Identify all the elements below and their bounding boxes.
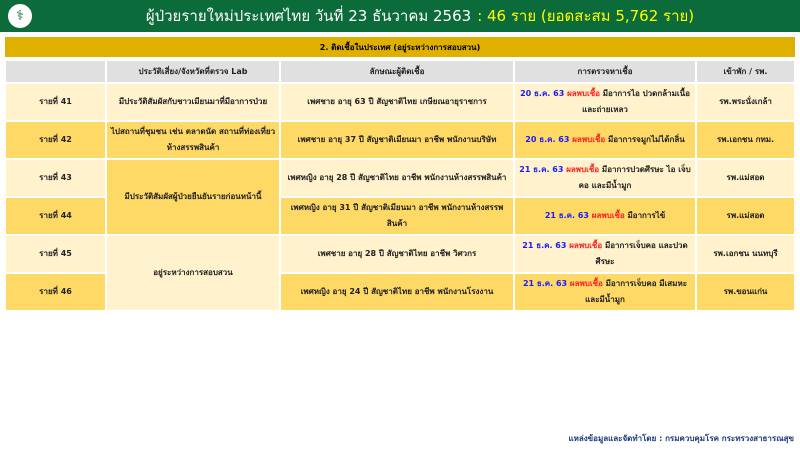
case-summary: : 46 ราย (ยอดสะสม 5,762 ราย) xyxy=(477,7,695,25)
hospital: รพ.เอกชน นนทบุรี xyxy=(697,236,794,272)
result-label: ผลพบเชื้อ xyxy=(572,135,606,144)
symptoms: มีอาการเจ็บคอ และปวดศีรษะ xyxy=(595,241,688,266)
test-date: 21 ธ.ค. 63 xyxy=(522,241,567,250)
page-title: ผู้ป่วยรายใหม่ประเทศไทย วันที่ 23 ธันวาคม 2563 xyxy=(145,7,472,25)
case-number: รายที่ 44 xyxy=(6,198,105,234)
result-label: ผลพบเชื้อ xyxy=(566,165,600,174)
patient-profile: เพศหญิง อายุ 24 ปี สัญชาติไทย อาชีพ พนักงานโรงงาน xyxy=(281,274,513,310)
result-label: ผลพบเชื้อ xyxy=(569,279,603,288)
col-header-profile: ลักษณะผู้ติดเชื้อ xyxy=(281,61,513,82)
case-number: รายที่ 42 xyxy=(6,122,105,158)
section-title: 2. ติดเชื้อในประเทศ (อยู่ระหว่างการสอบสวน) xyxy=(5,37,795,57)
result-label: ผลพบเชื้อ xyxy=(567,89,600,98)
test-result xyxy=(515,122,695,158)
patient-profile: เพศชาย อายุ 28 ปี สัญชาติไทย อาชีพ วิศวกร xyxy=(281,236,513,272)
symptoms: มีอาการจมูกไม่ได้กลิ่น xyxy=(607,135,685,144)
table-row xyxy=(6,160,794,196)
patient-profile: เพศชาย อายุ 37 ปี สัญชาติเมียนมา อาชีพ พนักงานบริษัท xyxy=(281,122,513,158)
case-number: รายที่ 43 xyxy=(6,160,105,196)
symptoms: มีอาการปวดศีรษะ ไอ เจ็บคอ และมีน้ำมูก xyxy=(578,165,691,190)
test-date: 21 ธ.ค. 63 xyxy=(519,165,564,174)
test-result xyxy=(515,274,695,310)
table-row xyxy=(6,84,794,120)
table-row xyxy=(6,236,794,272)
risk-history: มีประวัติสัมผัสกับชาวเมียนมาที่มีอาการป่วย xyxy=(107,84,279,120)
case-number: รายที่ 45 xyxy=(6,236,105,272)
test-date: 21 ธ.ค. 63 xyxy=(522,279,568,288)
patient-profile: เพศชาย อายุ 63 ปี สัญชาติไทย เกษียณอายุราชการ xyxy=(281,84,513,120)
hospital: รพ.แม่สอด xyxy=(697,198,794,234)
title-bar xyxy=(0,0,800,32)
symptoms: มีอาการเจ็บคอ มีเสมหะ และมีน้ำมูก xyxy=(585,279,688,304)
risk-history: มีประวัติสัมผัสผู้ป่วยยืนยันรายก่อนหน้านี้ xyxy=(107,160,279,234)
patient-profile: เพศหญิง อายุ 28 ปี สัญชาติไทย อาชีพ พนักงานห้างสรรพสินค้า xyxy=(281,160,513,196)
result-label: ผลพบเชื้อ xyxy=(569,241,603,250)
patient-profile: เพศหญิง อายุ 31 ปี สัญชาติเมียนมา อาชีพ พนักงานห้างสรรพสินค้า xyxy=(281,198,513,234)
col-header-hospital: เข้าพัก / รพ. xyxy=(697,61,794,82)
test-date: 20 ธ.ค. 63 xyxy=(525,135,570,144)
source-footer: แหล่งข้อมูลและจัดทำโดย : กรมควบคุมโรค กระทรวงสาธารณสุข xyxy=(568,434,794,443)
hospital: รพ.พระนั่งเกล้า xyxy=(697,84,794,120)
hospital: รพ.ขอนแก่น xyxy=(697,274,794,310)
table-row xyxy=(6,122,794,158)
test-result xyxy=(515,84,695,120)
risk-history: อยู่ระหว่างการสอบสวน xyxy=(107,236,279,310)
cases-table xyxy=(4,59,796,312)
risk-history: ไปสถานที่ชุมชน เช่น ตลาดนัด สถานที่ท่องเที่ยว ห้างสรรพสินค้า xyxy=(107,122,279,158)
symptoms: มีอาการไข้ xyxy=(627,211,666,220)
ministry-logo-icon: ⚕ xyxy=(6,2,34,30)
hospital: รพ.เอกชน กทม. xyxy=(697,122,794,158)
case-number: รายที่ 46 xyxy=(6,274,105,310)
test-result xyxy=(515,160,695,196)
result-label: ผลพบเชื้อ xyxy=(591,211,625,220)
case-number: รายที่ 41 xyxy=(6,84,105,120)
test-date: 20 ธ.ค. 63 xyxy=(520,89,565,98)
col-header-case xyxy=(6,61,105,82)
col-header-test: การตรวจหาเชื้อ xyxy=(515,61,695,82)
symptoms: มีอาการไอ ปวดกล้ามเนื้อ และถ่ายเหลว xyxy=(582,89,690,114)
test-date: 21 ธ.ค. 63 xyxy=(544,211,589,220)
test-result xyxy=(515,198,695,234)
col-header-risk: ประวัติเสี่ยง/จังหวัดที่ตรวจ Lab xyxy=(107,61,279,82)
hospital: รพ.แม่สอด xyxy=(697,160,794,196)
test-result xyxy=(515,236,695,272)
